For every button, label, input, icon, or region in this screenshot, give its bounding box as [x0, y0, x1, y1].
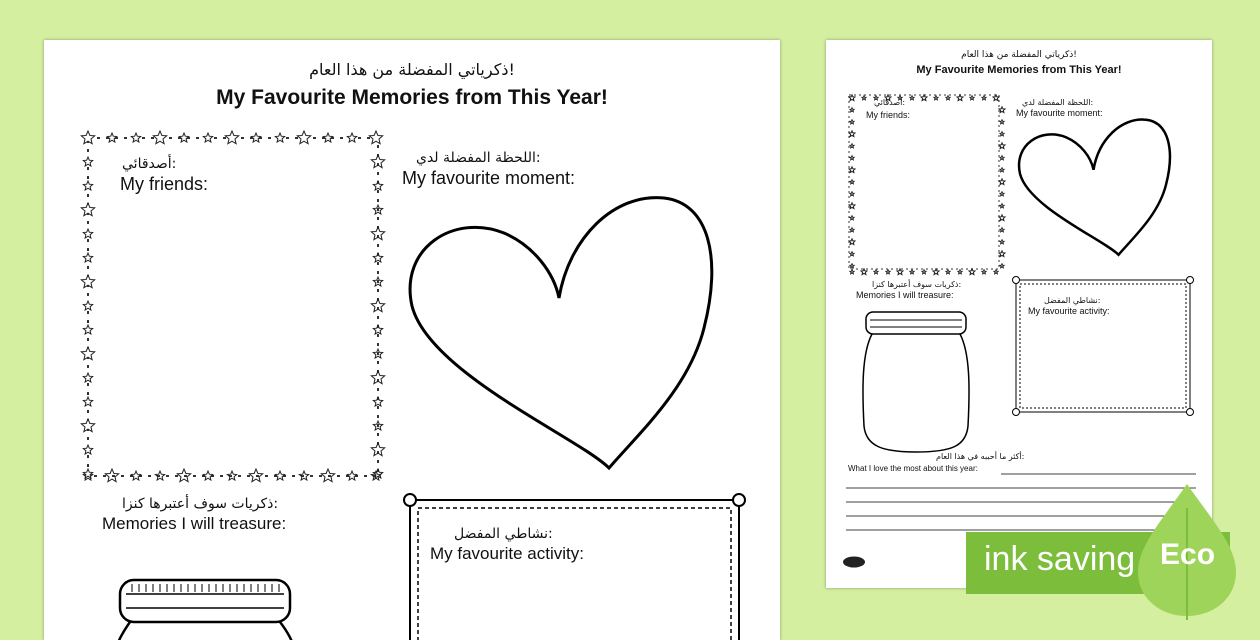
star-icon: [849, 203, 855, 209]
love-label-arabic-small: أكثر ما أحببه في هذا العام:: [936, 452, 1025, 461]
star-icon: [999, 179, 1005, 185]
star-icon: [347, 133, 356, 142]
activity-label-arabic-small: نشاطي المفضل:: [1044, 296, 1101, 305]
star-icon: [131, 133, 140, 142]
page-title-small: My Favourite Memories from This Year!: [916, 64, 1122, 76]
star-icon: [83, 229, 92, 238]
star-icon: [910, 270, 914, 274]
star-icon: [1000, 132, 1004, 136]
star-icon: [861, 269, 867, 275]
star-icon: [969, 269, 975, 275]
friends-label: My friends:: [120, 174, 209, 194]
title-arabic-small: ذكرياتي المفضلة من هذا العام!: [961, 50, 1077, 60]
star-icon: [999, 215, 1005, 221]
activity-label-arabic: نشاطي المفضل:: [454, 526, 553, 542]
star-icon: [850, 192, 854, 196]
friends-label-arabic-small: أصدقائي:: [874, 98, 906, 107]
activity-label-small: My favourite activity:: [1028, 306, 1110, 316]
friends-label-arabic: أصدقائي:: [122, 156, 177, 172]
star-icon: [83, 325, 92, 334]
star-icon: [83, 397, 92, 406]
star-icon: [131, 471, 140, 480]
jar-outline: [112, 560, 302, 640]
star-icon: [83, 445, 92, 454]
activity-frame: [402, 492, 747, 640]
star-icon: [1000, 204, 1004, 208]
star-icon: [849, 167, 855, 173]
star-icon: [850, 180, 854, 184]
star-icon: [922, 270, 926, 274]
star-icon: [958, 270, 962, 274]
eco-label: Eco: [1160, 538, 1216, 571]
star-icon: [886, 270, 890, 274]
star-icon: [874, 270, 878, 274]
heart-outline: [404, 188, 724, 473]
star-icon: [993, 95, 999, 101]
star-icon: [203, 133, 212, 142]
star-icon: [999, 251, 1005, 257]
star-icon: [850, 270, 854, 274]
star-icon: [83, 157, 92, 166]
friends-label-small: My friends:: [866, 110, 911, 120]
heart-outline-small: [1016, 112, 1176, 260]
star-icon: [1000, 156, 1004, 160]
star-icon: [203, 471, 212, 480]
star-icon: [275, 133, 284, 142]
star-icon: [83, 301, 92, 310]
star-icon: [153, 131, 166, 144]
star-icon: [1000, 192, 1004, 196]
star-icon: [934, 96, 938, 100]
treasure-label-arabic: ذكريات سوف أعتبرها كنزا:: [122, 496, 279, 512]
star-icon: [850, 264, 854, 268]
treasure-label-small: Memories I will treasure:: [856, 290, 954, 300]
star-icon: [1000, 264, 1004, 268]
star-icon: [862, 96, 866, 100]
star-icon: [347, 471, 356, 480]
title-arabic: ذكرياتي المفضلة من هذا العام!: [309, 60, 515, 79]
activity-frame-small: [1012, 276, 1194, 416]
star-icon: [251, 133, 260, 142]
star-border-decoration-small: [849, 95, 1005, 275]
moment-label-arabic-small: اللحظة المفضلة لدي:: [1022, 98, 1094, 107]
star-icon: [910, 96, 914, 100]
star-icon: [850, 156, 854, 160]
brand-logo: [842, 556, 866, 568]
star-icon: [1000, 120, 1004, 124]
activity-label: My favourite activity:: [430, 544, 584, 563]
star-icon: [369, 131, 382, 144]
treasure-label: Memories I will treasure:: [102, 514, 287, 533]
star-icon: [323, 133, 332, 142]
jar-outline-small: [862, 308, 972, 456]
star-icon: [850, 216, 854, 220]
star-icon: [179, 133, 188, 142]
star-icon: [921, 95, 927, 101]
star-icon: [107, 133, 116, 142]
star-icon: [999, 143, 1005, 149]
star-icon: [849, 239, 855, 245]
star-icon: [850, 144, 854, 148]
star-icon: [897, 269, 903, 275]
star-icon: [946, 270, 950, 274]
star-icon: [850, 252, 854, 256]
star-icon: [999, 107, 1005, 113]
ink-saving-label: ink saving: [984, 540, 1136, 578]
star-icon: [1000, 168, 1004, 172]
star-icon: [850, 108, 854, 112]
star-icon: [83, 373, 92, 382]
star-icon: [957, 95, 963, 101]
star-icon: [275, 471, 284, 480]
star-icon: [1000, 228, 1004, 232]
moment-label-small: My favourite moment:: [1016, 108, 1103, 118]
moment-label-arabic: اللحظة المفضلة لدي:: [416, 150, 541, 166]
star-icon: [83, 253, 92, 262]
star-icon: [1000, 240, 1004, 244]
star-icon: [225, 131, 238, 144]
star-icon: [297, 131, 310, 144]
star-icon: [933, 269, 939, 275]
star-icon: [946, 96, 950, 100]
star-icon: [970, 96, 974, 100]
star-icon: [982, 270, 986, 274]
treasure-label-arabic-small: ذكريات سوف أعتبرها كنزا:: [872, 280, 962, 289]
star-icon: [850, 120, 854, 124]
moment-label: My favourite moment:: [402, 168, 576, 188]
worksheet-page-large: [44, 40, 780, 640]
star-icon: [982, 96, 986, 100]
love-label-small: What I love the most about this year:: [848, 464, 978, 473]
star-icon: [83, 181, 92, 190]
star-icon: [849, 131, 855, 137]
page-title: My Favourite Memories from This Year!: [216, 86, 608, 109]
star-icon: [850, 228, 854, 232]
star-icon: [994, 270, 998, 274]
star-icon: [849, 95, 855, 101]
star-icon: [83, 469, 92, 478]
